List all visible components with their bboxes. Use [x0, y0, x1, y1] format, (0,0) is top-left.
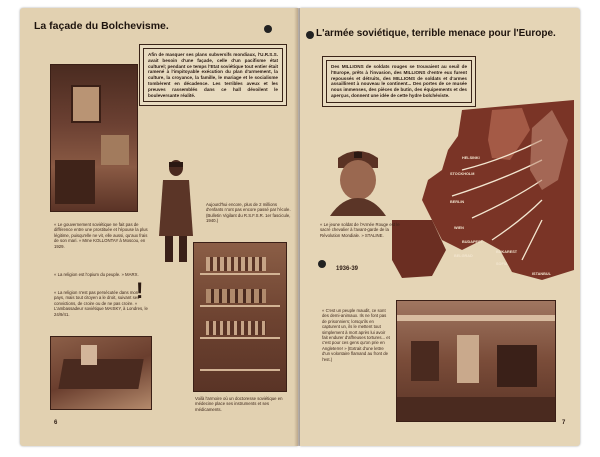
europe-map — [392, 100, 574, 282]
left-page-title: La façade du Bolchevisme. — [34, 20, 169, 32]
quote-marx: « La religion est l'opium du peuple. » MARX. — [54, 272, 139, 277]
quote-kollontay: « Le gouvernement soviétique ne fait pas de différence entre une prostituée et l'épouse la plus légitime, puisqu'elle ne vit, elle aussi, qu'aux frais de son mari. » Mme KOLLONTAY à Moscou, en 1929. — [54, 222, 148, 249]
right-page — [300, 8, 580, 446]
photo-exhibition-hall — [396, 300, 556, 422]
staple-hole — [318, 260, 326, 268]
map-label-sofia: SOFIA — [496, 262, 508, 266]
left-page — [20, 8, 298, 446]
caption-cabinet: Voilà l'armoire où un doctoresse soviétique en médecine place ses instruments et ses médicaments. — [195, 396, 283, 412]
right-intro-text: Des MILLIONS de soldats rouges se trouvaient au seuil de l'Europe, prêts à l'invasion, des MILLIONS d'entre eux furent repoussés et détruits, des MILLIONS de soldats et d'armes assaillirent à nouveau le continent... Des portes de ce musée nous immenses, des pièces de butin, des équipements et des aperçus, donnent une idée de cette hydre bolchéviste. — [326, 60, 472, 103]
map-label-belgrad: BELGRAD — [454, 254, 473, 258]
photo-church-ruins — [50, 336, 152, 410]
page-number-left: 6 — [54, 420, 58, 426]
photo-child-figure — [157, 158, 195, 266]
caption-soldier: « Le jeune soldat de l'Armée Rouge est le sacré chevalier à l'avant-garde de la Révolution Mondiale. » STALINE. — [320, 222, 400, 238]
left-intro-text: Afin de masquer ses plans subversifs mondiaux, l'U.R.S.S. avait besoin d'une façade, celle d'un pacifisme état culturel; pendant ce temps l'Etat soviétique tout entier était ramené à l'impitoyable exécution du plan d'armement, la culture, la croyance, la famille, le mariage et le socialisme tombèrent en décadence. Les terribles aveux et les preuves rassemblés dans ce hall dévoilent le bouleversante réalité. — [143, 48, 283, 102]
photo-interior-room — [50, 64, 138, 212]
staple-hole — [264, 25, 272, 33]
right-page-title: L'armée soviétique, terrible menace pour l'Europe. — [316, 28, 556, 39]
page-number-right: 7 — [562, 420, 566, 426]
map-label-berlin: BERLIN — [450, 200, 465, 204]
map-label-istanbul: ISTANBUL — [532, 272, 551, 276]
map-label-budapest: BUDAPEST — [462, 240, 483, 244]
map-year-label: 1936-39 — [336, 266, 359, 272]
left-intro-box — [139, 44, 287, 106]
map-label-bukarest: BUKAREST — [496, 250, 518, 254]
photo-soviet-soldier — [322, 144, 394, 216]
map-label-wien: WIEN — [454, 226, 464, 230]
staple-hole — [306, 31, 314, 39]
caption-volunteer-letter: « C'est un peuple maudit, ce sont des demi-animaux. Ils ne font pas de prisonniers; lorsqu'ils en capturent un, ils le mettent tout simplement à mort après lui avoir fait endurer d'affreuses tortures... et c'est pour ces gens qu'on prie en Angleterre! » (Extrait d'une lettre d'un volontaire flamand au front de l'est.) — [322, 308, 390, 362]
exclamation-mark: ! — [136, 278, 144, 303]
caption-children: Aujourd'hui encore, plus de 2 millions d'enfants n'ont pas encore passé par l'école. (Bulletin Vigilant du R.S.F.S.R. 1er fascicule, 1940.) — [206, 202, 291, 224]
photo-medicine-cabinet — [193, 242, 287, 392]
map-label-helsinki: HELSINKI — [462, 156, 480, 160]
quote-maisky: « La religion n'est pas persécutée dans mon pays, mais tout citoyen a le droit, suivant ses convictions, de croire ou de ne pas croire. » L'ambassadeur soviétique MAISKY, à Londres, le 24/9/41. — [54, 290, 148, 317]
map-label-stockholm: STOCKHOLM — [450, 172, 475, 176]
